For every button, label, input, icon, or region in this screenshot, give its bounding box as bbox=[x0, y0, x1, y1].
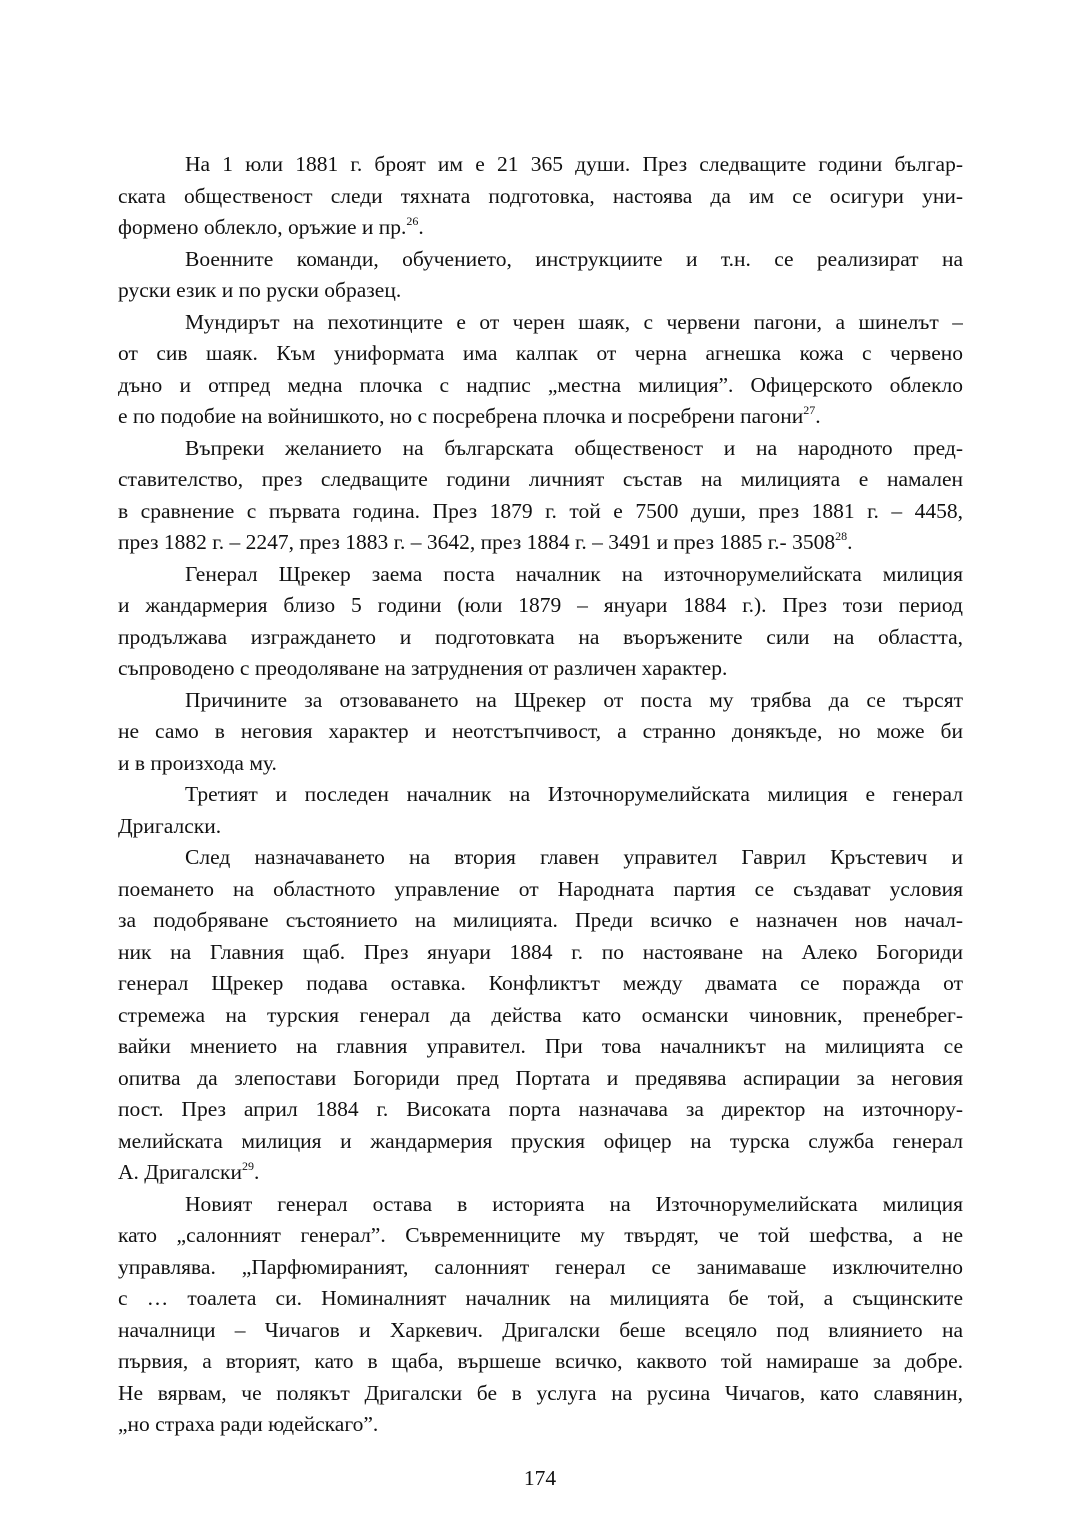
text-line bbox=[118, 1063, 963, 1095]
line-text: А. Дригалски bbox=[118, 1160, 242, 1184]
paragraph bbox=[118, 244, 963, 307]
text-line bbox=[118, 937, 963, 969]
line-text: ската общественост следи тяхната подготовка, настоява да им се осигури уни- bbox=[118, 183, 963, 208]
line-text: „но страха ради юдейскаго”. bbox=[118, 1412, 379, 1436]
line-text: мелийската милиция и жандармерия пруския офицер на турска служба генерал bbox=[118, 1128, 963, 1153]
line-text: руски език и по руски образец. bbox=[118, 278, 402, 302]
paragraph bbox=[118, 433, 963, 559]
line-tail: . bbox=[418, 215, 424, 239]
text-line bbox=[118, 181, 963, 213]
line-text: за подобряване състоянието на милицията. Преди всичко е назначен нов начал- bbox=[118, 908, 963, 932]
line-text: Военните команди, обучението, инструкциите и т.н. се реализират на bbox=[185, 246, 963, 271]
text-line bbox=[118, 779, 963, 811]
line-tail: . bbox=[847, 530, 853, 554]
line-text: поемането на областното управление от Народната партия се създават условия bbox=[118, 876, 963, 901]
line-text: през 1882 г. – 2247, през 1883 г. – 3642, през 1884 г. – 3491 и през 1885 г.- 3508 bbox=[118, 530, 836, 554]
text-line bbox=[118, 527, 963, 559]
line-text: генерал Щрекер подава оставка. Конфликтът между двамата се поражда от bbox=[118, 971, 963, 995]
text-line bbox=[118, 1157, 963, 1189]
text-line bbox=[118, 1094, 963, 1126]
text-line bbox=[118, 275, 963, 307]
line-text: опитва да злепостави Богориди пред Портата и предявява аспирации за неговия bbox=[118, 1065, 963, 1090]
text-line bbox=[118, 1220, 963, 1252]
text-line bbox=[118, 842, 963, 874]
text-line bbox=[118, 1031, 963, 1063]
line-text: не само в неговия характер и неотстъпчивост, а странно донякъде, но може би bbox=[118, 719, 963, 743]
text-line bbox=[118, 149, 963, 181]
text-line bbox=[118, 464, 963, 496]
line-text: първия, а вторият, като в щаба, вършеше всичко, каквото той намираше за добре. bbox=[118, 1349, 963, 1373]
line-text: началници – Чичагов и Харкевич. Дригалски беше всецяло под влиянието на bbox=[118, 1317, 963, 1342]
text-line bbox=[118, 1189, 963, 1221]
text-line bbox=[118, 244, 963, 276]
text-line bbox=[118, 1126, 963, 1158]
text-line bbox=[118, 968, 963, 1000]
line-text: в сравнение с първата година. През 1879 г. той е 7500 души, през 1881 г. – 4458, bbox=[118, 498, 963, 523]
text-line bbox=[118, 1315, 963, 1347]
line-text: Дригалски. bbox=[118, 813, 222, 838]
line-text: Третият и последен началник на Източнорумелийската милиция е генерал bbox=[185, 782, 963, 806]
text-line bbox=[118, 716, 963, 748]
line-text: След назначаването на втория главен управител Гаврил Кръстевич и bbox=[185, 845, 963, 869]
line-tail: . bbox=[815, 404, 821, 428]
text-line bbox=[118, 496, 963, 528]
paragraph bbox=[118, 307, 963, 433]
line-text: Новият генерал остава в историята на Източнорумелийската милиция bbox=[185, 1191, 963, 1216]
line-text: дъно и отпред медна плочка с надпис „местна милиция”. Офицерското облекло bbox=[118, 372, 963, 397]
line-text: Въпреки желанието на българската общественост и на народното пред- bbox=[185, 435, 963, 460]
line-text: управлява. „Парфюмираният, салонният генерал се занимаваше изключително bbox=[118, 1254, 963, 1279]
line-text: Причините за отзоваването на Щрекер от поста му трябва да се търсят bbox=[185, 687, 963, 712]
text-line bbox=[118, 748, 963, 780]
text-line bbox=[118, 307, 963, 339]
footnote-ref[interactable]: 26 bbox=[406, 214, 419, 228]
page-number: 174 bbox=[523, 1466, 557, 1490]
line-text: стремежа на турския генерал да действа като османски чиновник, пренебрег- bbox=[118, 1002, 963, 1027]
line-text: пост. През април 1884 г. Високата порта назначава за директор на източнору- bbox=[118, 1097, 963, 1121]
line-text: формено облекло, оръжие и пр. bbox=[118, 215, 407, 239]
line-text: продължава изграждането и подготовката на въоръжените сили на областта, bbox=[118, 624, 963, 649]
paragraph bbox=[118, 779, 963, 842]
line-text: вайки мнението на главния управител. При това началникът на милицията се bbox=[118, 1034, 963, 1058]
line-text: На 1 юли 1881 г. броят им е 21 365 души. През следващите години българ- bbox=[185, 152, 963, 176]
text-line bbox=[118, 370, 963, 402]
line-text: с … тоалета си. Номиналният началник на милицията бе той, а същинските bbox=[118, 1286, 963, 1310]
line-text: ник на Главния щаб. През януари 1884 г. по настояване на Алеко Богориди bbox=[118, 939, 963, 964]
paragraph bbox=[118, 559, 963, 685]
text-line bbox=[118, 622, 963, 654]
text-line bbox=[118, 1252, 963, 1284]
line-text: Не вярвам, че полякът Дригалски бе в услуга на русина Чичагов, като славянин, bbox=[118, 1380, 963, 1405]
text-line bbox=[118, 401, 963, 433]
text-line bbox=[118, 1000, 963, 1032]
page-body bbox=[118, 149, 963, 1441]
text-line bbox=[118, 1346, 963, 1378]
line-text: и в произхода му. bbox=[118, 750, 277, 775]
text-line bbox=[118, 653, 963, 685]
line-text: като „салонният генерал”. Съвременниците му твърдят, че той шефства, а не bbox=[118, 1223, 963, 1247]
footnote-ref[interactable]: 28 bbox=[835, 529, 848, 543]
text-line bbox=[118, 1283, 963, 1315]
paragraph bbox=[118, 685, 963, 780]
line-text: Мундирът на пехотинците е от черен шаяк, с червени пагони, а шинелът – bbox=[185, 309, 963, 334]
paragraph bbox=[118, 842, 963, 1189]
text-line bbox=[118, 874, 963, 906]
text-line bbox=[118, 338, 963, 370]
text-line bbox=[118, 433, 963, 465]
text-line bbox=[118, 905, 963, 937]
line-text: е по подобие на войнишкото, но с посребрена плочка и посребрени пагони bbox=[118, 404, 804, 428]
line-text: Генерал Щрекер заема поста началник на източнорумелийската милиция bbox=[185, 561, 963, 586]
paragraph bbox=[118, 149, 963, 244]
text-line bbox=[118, 590, 963, 622]
footnote-ref[interactable]: 29 bbox=[241, 1159, 254, 1173]
paragraph bbox=[118, 1189, 963, 1441]
text-line bbox=[118, 1378, 963, 1410]
text-line bbox=[118, 1409, 963, 1441]
text-line bbox=[118, 212, 963, 244]
line-text: от сив шаяк. Към униформата има калпак от черна агнешка кожа с червено bbox=[118, 341, 963, 365]
footnote-ref[interactable]: 27 bbox=[803, 403, 816, 417]
text-line bbox=[118, 685, 963, 717]
line-tail: . bbox=[253, 1160, 260, 1184]
line-text: съпроводено с преодоляване на затруднения от различен характер. bbox=[118, 656, 728, 680]
text-line bbox=[118, 559, 963, 591]
line-text: ставителство, през следващите години личният състав на милицията е намален bbox=[118, 467, 963, 491]
text-line bbox=[118, 811, 963, 843]
line-text: и жандармерия близо 5 години (юли 1879 – януари 1884 г.). През този период bbox=[118, 593, 963, 617]
